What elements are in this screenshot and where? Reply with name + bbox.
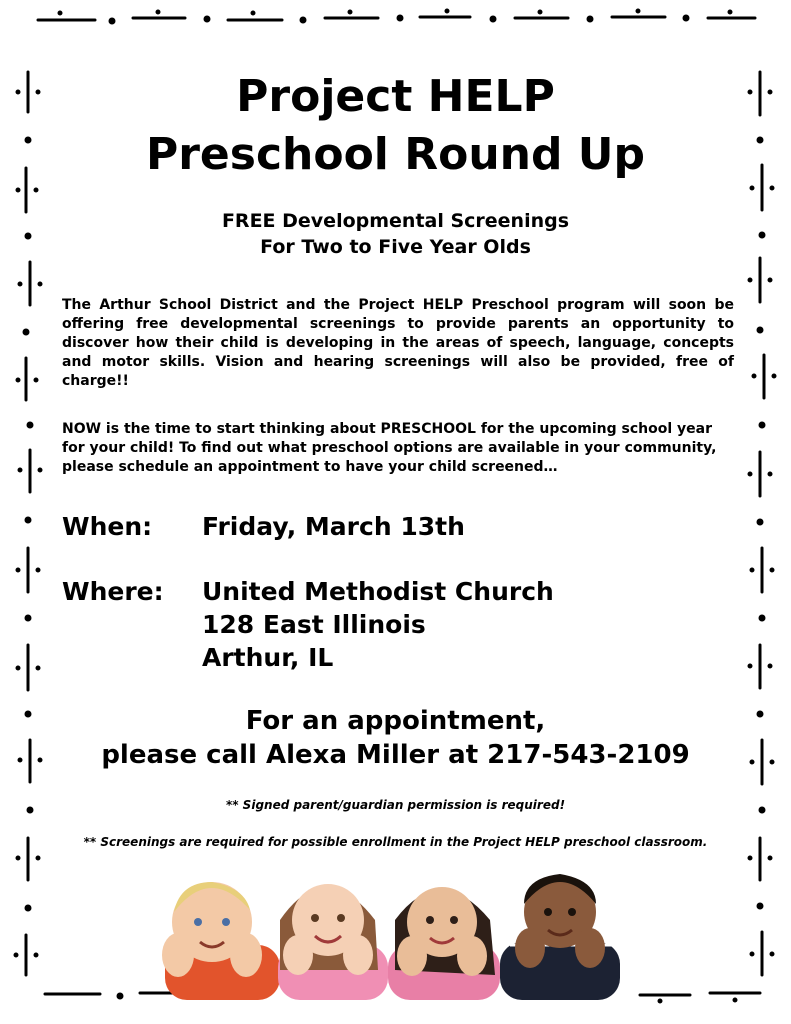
where-city: Arthur, IL (202, 643, 334, 672)
children-photo (150, 860, 630, 1000)
title-line-2: Preschool Round Up (145, 129, 646, 180)
child-2 (278, 884, 388, 1000)
child-1 (162, 882, 280, 1000)
subtitle-line-1: FREE Developmental Screenings (221, 210, 570, 232)
enrollment-note: ** Screenings are required for possible enrollment in the Project HELP preschool classroom. (83, 835, 708, 849)
preschool-paragraph: NOW is the time to start thinking about PRESCHOOL for the upcoming school year for your child! To find out what preschool options are available in your community, please schedule an appointment to have your child screened… (62, 421, 717, 475)
permission-note: ** Signed parent/guardian permission is required! (225, 798, 566, 812)
where-venue: United Methodist Church (202, 577, 554, 606)
when-value: Friday, March 13th (202, 512, 465, 541)
when-label: When: (62, 512, 153, 541)
appointment-line-2: please call Alexa Miller at 217-543-2109 (101, 740, 690, 770)
title-line-1: Project HELP (236, 71, 555, 122)
child-4 (500, 874, 620, 1000)
intro-paragraph: The Arthur School District and the Project HELP Preschool program will soon be offering free developmental screenings to provide parents an opportunity to discover how their child is developing in the areas of speech, language, concepts and motor skills. Vision and hearing screenings will also be provided, free of charge!! (62, 297, 734, 389)
appointment-line-1: For an appointment, (245, 706, 546, 736)
where-street: 128 East Illinois (202, 610, 426, 639)
where-label: Where: (62, 577, 164, 606)
subtitle-line-2: For Two to Five Year Olds (260, 236, 531, 258)
child-3 (388, 887, 500, 1000)
